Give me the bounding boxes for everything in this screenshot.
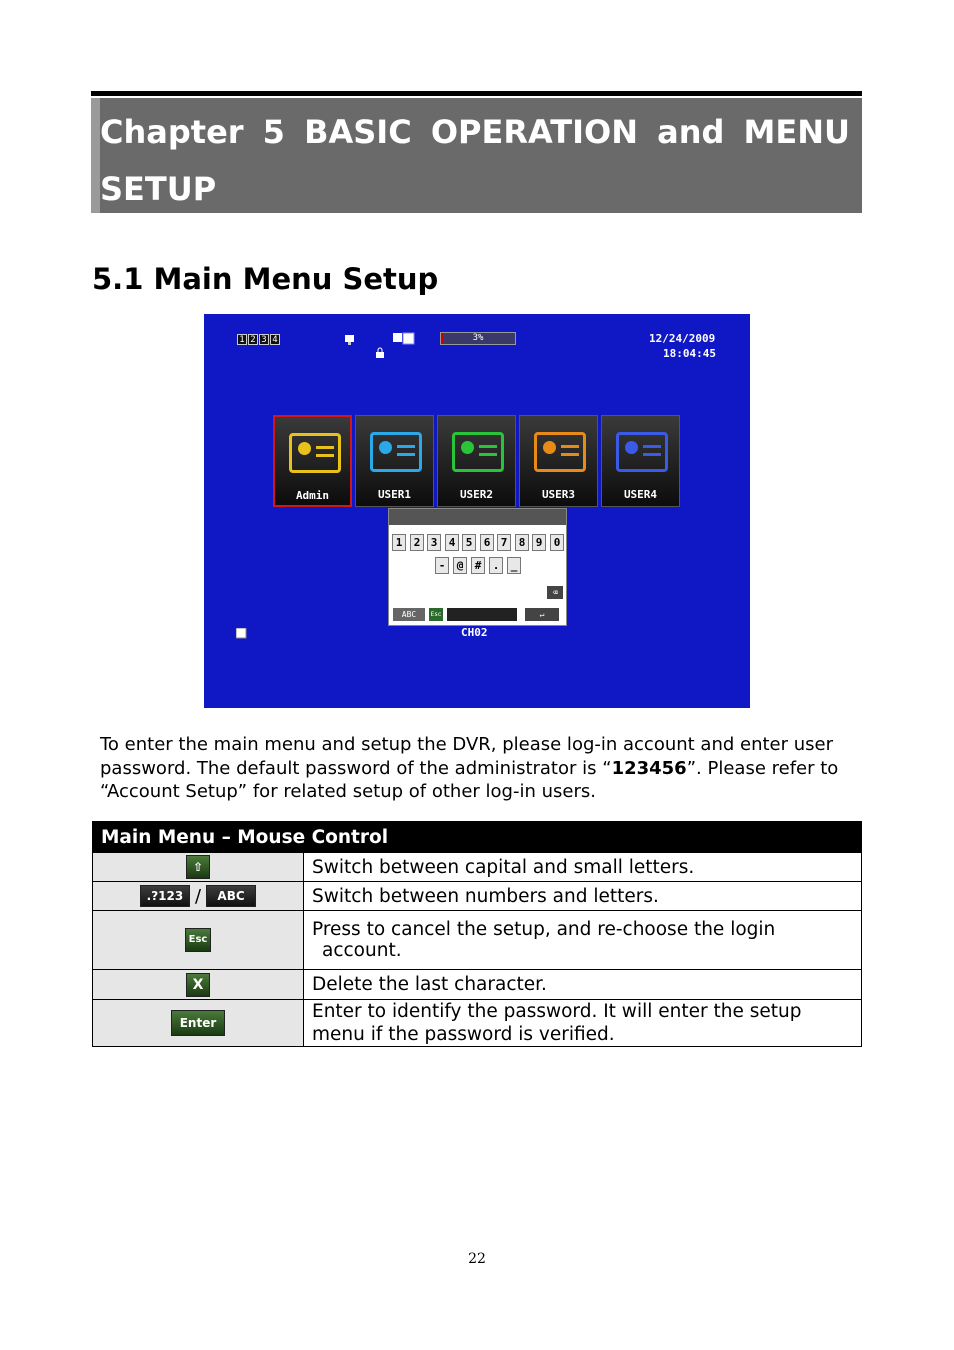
letters-mode-icon: ABC — [206, 885, 256, 907]
keypad-key[interactable]: 9 — [532, 534, 546, 551]
keypad-key[interactable]: 2 — [410, 534, 424, 551]
keypad-key[interactable]: 0 — [550, 534, 564, 551]
user-tile-label: USER3 — [541, 488, 576, 501]
mouse-control-table — [92, 821, 862, 1047]
user-tile-user4[interactable] — [601, 415, 680, 507]
delete-x-icon: X — [186, 973, 210, 997]
table-description: Delete the last character. — [304, 970, 862, 1000]
esc-icon: Esc — [185, 928, 211, 952]
keypad-key[interactable]: 7 — [497, 534, 511, 551]
table-icon-cell — [93, 882, 304, 911]
channel-label: CH02 — [461, 626, 488, 639]
table-row — [93, 853, 862, 882]
user-tile-admin[interactable] — [273, 415, 352, 507]
keypad-space-button[interactable] — [447, 608, 517, 621]
table-row — [93, 970, 862, 1000]
dvr-date: 12/24/2009 — [649, 332, 716, 345]
user-tile-user2[interactable] — [437, 415, 516, 507]
keypad-key[interactable]: 5 — [462, 534, 476, 551]
admin-card-icon — [289, 433, 341, 473]
keypad-key[interactable]: @ — [453, 557, 467, 574]
dvr-login-screenshot — [204, 314, 750, 708]
user-tile-label: USER4 — [623, 488, 658, 501]
keypad-key[interactable]: _ — [507, 557, 521, 574]
shift-up-arrow-icon: ⇧ — [186, 855, 210, 879]
keypad-key[interactable]: 1 — [392, 534, 406, 551]
channel-indicator: 1 — [237, 334, 247, 345]
table-description: Switch between capital and small letters. — [304, 853, 862, 882]
chapter-banner — [91, 98, 862, 213]
chapter-banner-accent — [91, 98, 100, 213]
keypad-abc-button[interactable]: ABC — [393, 608, 425, 621]
lock-icon — [375, 347, 385, 359]
table-description-line: account. — [322, 940, 402, 961]
channel-indicator: 4 — [270, 334, 280, 345]
table-icon-cell — [93, 853, 304, 882]
hdd-usage-fill — [441, 333, 443, 344]
user-tile-user3[interactable] — [519, 415, 598, 507]
table-description: Enter to identify the password. It will enter the setup menu if the password is verified. — [304, 1000, 862, 1047]
channel-indicator: 2 — [248, 334, 258, 345]
password-keypad — [388, 508, 567, 626]
record-status-icon — [393, 332, 417, 346]
keypad-key[interactable]: . — [489, 557, 503, 574]
table-icon-cell — [93, 911, 304, 970]
table-row — [93, 882, 862, 911]
section-heading: 5.1 Main Menu Setup — [92, 262, 439, 296]
keypad-key[interactable]: 4 — [445, 534, 459, 551]
password-field[interactable] — [389, 509, 566, 525]
table-description — [304, 911, 862, 970]
table-description-line: Press to cancel the setup, and re-choose the login — [312, 919, 776, 940]
network-icon — [343, 332, 357, 346]
user-tile-label: USER1 — [377, 488, 412, 501]
keypad-key[interactable]: # — [471, 557, 485, 574]
table-row — [93, 911, 862, 970]
table-header: Main Menu – Mouse Control — [93, 822, 862, 853]
keypad-backspace-icon[interactable]: ⌫ — [547, 586, 563, 599]
user4-card-icon — [616, 432, 668, 472]
keypad-key[interactable]: 8 — [515, 534, 529, 551]
default-password: 123456 — [611, 757, 687, 779]
icon-separator: / — [194, 885, 202, 907]
user-tile-user1[interactable] — [355, 415, 434, 507]
table-row — [93, 1000, 862, 1047]
keypad-key[interactable]: - — [435, 557, 449, 574]
user-tile-label: Admin — [295, 489, 330, 502]
enter-icon: Enter — [171, 1010, 225, 1036]
user3-card-icon — [534, 432, 586, 472]
keypad-key[interactable]: 3 — [427, 534, 441, 551]
table-icon-cell — [93, 970, 304, 1000]
table-description: Switch between numbers and letters. — [304, 882, 862, 911]
keypad-key[interactable]: 6 — [480, 534, 494, 551]
chapter-title: Chapter 5 BASIC OPERATION and MENU SETUP — [100, 113, 850, 208]
page-number: 22 — [468, 1251, 486, 1267]
hdd-usage-text: 3% — [472, 333, 484, 343]
user-tile-label: USER2 — [459, 488, 494, 501]
numbers-mode-icon: .?123 — [140, 885, 190, 907]
user1-card-icon — [370, 432, 422, 472]
intro-paragraph — [100, 733, 860, 804]
intro-text-1: To enter the main menu and setup the DVR, please log-in account and enter user password. The default password of the administrator is “ — [100, 734, 834, 779]
hdd-usage-bar — [440, 332, 516, 345]
dvr-time: 18:04:45 — [663, 347, 716, 360]
keypad-enter-icon[interactable]: ↵ — [525, 608, 559, 621]
intro-text-2: ”. Please refer to “Account Setup” for related setup of other log-in users. — [100, 757, 839, 802]
table-icon-cell — [93, 1000, 304, 1047]
keypad-esc-button[interactable]: Esc — [429, 608, 443, 621]
chapter-top-rule — [91, 91, 862, 96]
user2-card-icon — [452, 432, 504, 472]
channel-indicator: 3 — [259, 334, 269, 345]
status-small-icon — [236, 628, 247, 639]
